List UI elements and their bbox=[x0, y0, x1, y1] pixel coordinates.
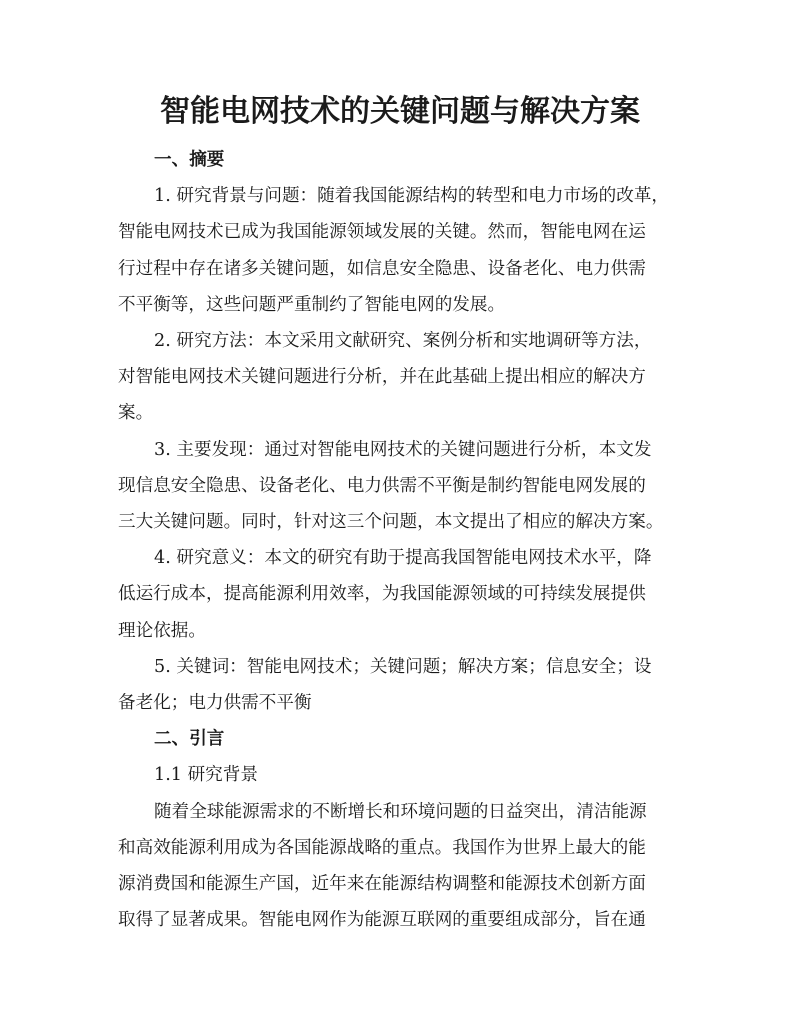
text-line: 现信息安全隐患、设备老化、电力供需不平衡是制约智能电网发展的 bbox=[118, 475, 646, 496]
section-heading: 二、引言 bbox=[154, 729, 225, 750]
text-line: 智能电网技术已成为我国能源领域发展的关键。然而，智能电网在运 bbox=[118, 222, 646, 243]
document-title: 智能电网技术的关键问题与解决方案 bbox=[160, 94, 640, 129]
text-line: 1. 研究背景与问题：随着我国能源结构的转型和电力市场的改革， bbox=[154, 186, 670, 207]
section-heading: 一、摘要 bbox=[154, 150, 225, 170]
text-line: 2. 研究方法：本文采用文献研究、案例分析和实地调研等方法， bbox=[154, 331, 652, 352]
text-line: 源消费国和能源生产国，近年来在能源结构调整和能源技术创新方面 bbox=[118, 874, 646, 895]
text-line: 随着全球能源需求的不断增长和环境问题的日益突出，清洁能源 bbox=[154, 801, 647, 822]
text-line: 备老化；电力供需不平衡 bbox=[118, 693, 312, 714]
document-body bbox=[118, 142, 686, 938]
text-line: 4. 研究意义：本文的研究有助于提高我国智能电网技术水平，降 bbox=[154, 548, 652, 569]
text-line: 不平衡等，这些问题严重制约了智能电网的发展。 bbox=[118, 294, 506, 315]
text-line: 5. 关键词：智能电网技术；关键问题；解决方案；信息安全；设 bbox=[154, 656, 652, 677]
text-line: 3. 主要发现：通过对智能电网技术的关键问题进行分析，本文发 bbox=[154, 439, 652, 460]
text-line: 对智能电网技术关键问题进行分析，并在此基础上提出相应的解决方 bbox=[118, 367, 646, 388]
text-line: 行过程中存在诸多关键问题，如信息安全隐患、设备老化、电力供需 bbox=[118, 258, 646, 279]
text-line: 理论依据。 bbox=[118, 620, 206, 641]
text-line: 三大关键问题。同时，针对这三个问题，本文提出了相应的解决方案。 bbox=[118, 512, 664, 533]
text-line: 低运行成本，提高能源利用效率，为我国能源领域的可持续发展提供 bbox=[118, 584, 646, 605]
text-line: 案。 bbox=[118, 403, 154, 424]
text-line: 取得了显著成果。智能电网作为能源互联网的重要组成部分，旨在通 bbox=[118, 910, 646, 931]
text-line: 1.1 研究背景 bbox=[154, 765, 258, 786]
text-line: 和高效能源利用成为各国能源战略的重点。我国作为世界上最大的能 bbox=[118, 837, 646, 858]
